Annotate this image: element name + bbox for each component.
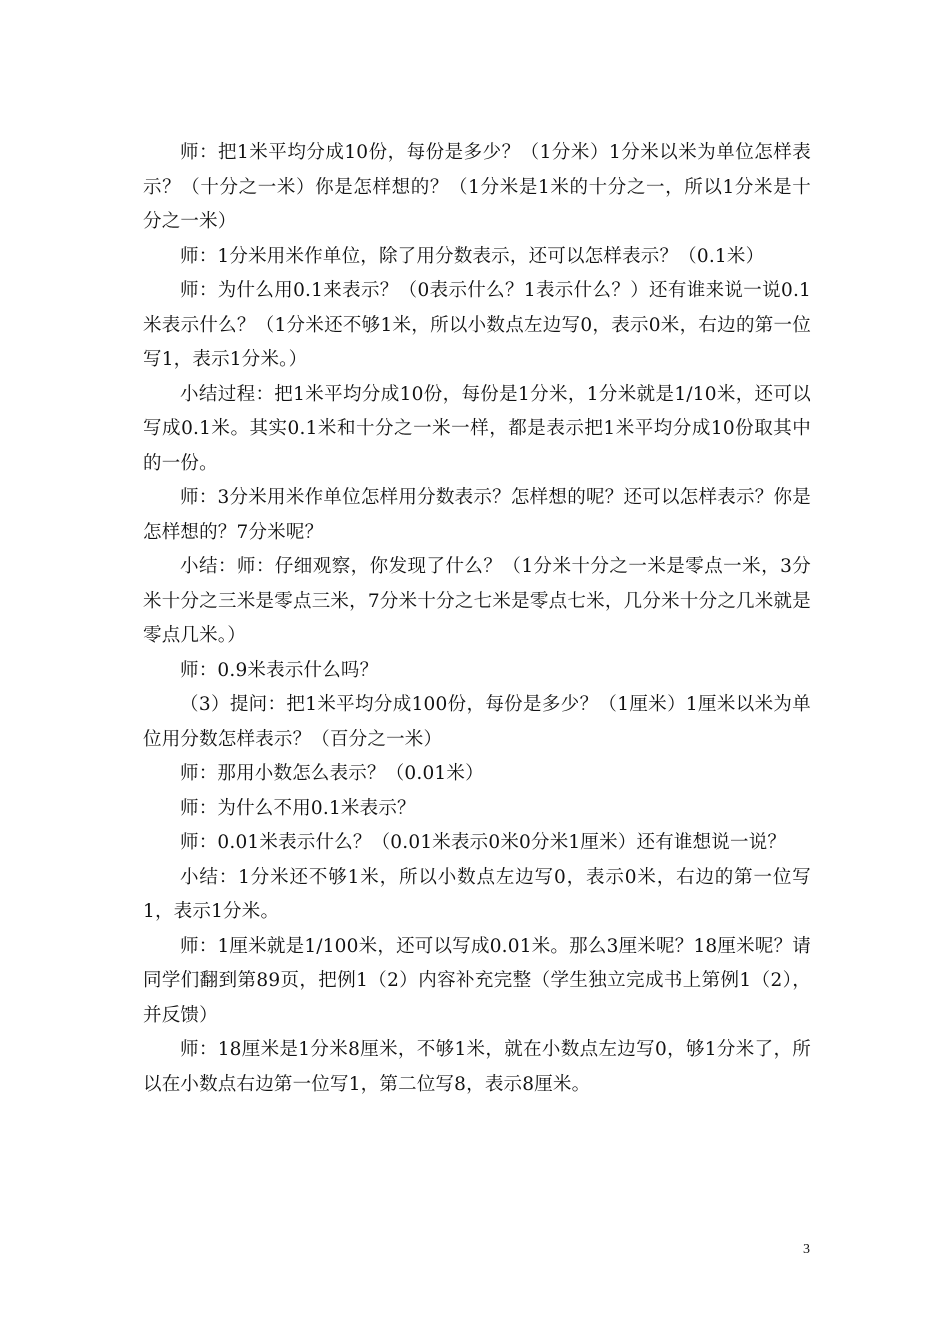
paragraph-13: 师：1厘米就是1/100米，还可以写成0.01米。那么3厘米呢？18厘米呢？请同学们翻到第89页，把例1（2）内容补充完整（学生独立完成书上第例1（2），并反馈） (143, 935, 811, 1026)
paragraph-9: 师：那用小数怎么表示？（0.01米） (180, 763, 484, 784)
document-body (143, 136, 811, 1102)
paragraph-1: 师：把1米平均分成10份，每份是多少？（1分米）1分米以米为单位怎样表示？（十分之一米）你是怎样想的？（1分米是1米的十分之一，所以1分米是十分之一米） (143, 142, 811, 232)
paragraph-5: 师：3分米用米作单位怎样用分数表示？怎样想的呢？还可以怎样表示？你是怎样想的？7分米呢？ (143, 487, 811, 543)
page-number: 3 (803, 1242, 810, 1257)
paragraph-3: 师：为什么用0.1来表示？（0表示什么？1表示什么？）还有谁来说一说0.1米表示什么？（1分米还不够1米，所以小数点左边写0，表示0米，右边的第一位写1，表示1分米。） (143, 280, 811, 370)
paragraph-6: 小结：师：仔细观察，你发现了什么？（1分米十分之一米是零点一米，3分米十分之三米是零点三米，7分米十分之七米是零点七米，几分米十分之几米就是零点几米。） (143, 556, 811, 646)
paragraph-7: 师：0.9米表示什么吗？ (180, 659, 379, 681)
paragraph-11: 师：0.01米表示什么？（0.01米表示0米0分米1厘米）还有谁想说一说？ (180, 832, 787, 853)
paragraph-10: 师：为什么不用0.1米表示？ (180, 797, 416, 819)
paragraph-12: 小结：1分米还不够1米，所以小数点左边写0，表示0米，右边的第一位写1，表示1分米。 (143, 866, 811, 922)
paragraph-4: 小结过程：把1米平均分成10份，每份是1分米，1分米就是1/10米，还可以写成0.1米。其实0.1米和十分之一米一样，都是表示把1米平均分成10份取其中的一份。 (143, 383, 811, 474)
paragraph-14: 师：18厘米是1分米8厘米，不够1米，就在小数点左边写0，够1分米了，所以在小数点右边第一位写1，第二位写8，表示8厘米。 (143, 1039, 811, 1095)
paragraph-2: 师：1分米用米作单位，除了用分数表示，还可以怎样表示？（0.1米） (180, 245, 765, 267)
paragraph-8: （3）提问：把1米平均分成100份，每份是多少？（1厘米）1厘米以米为单位用分数怎样表示？（百分之一米） (143, 694, 811, 750)
